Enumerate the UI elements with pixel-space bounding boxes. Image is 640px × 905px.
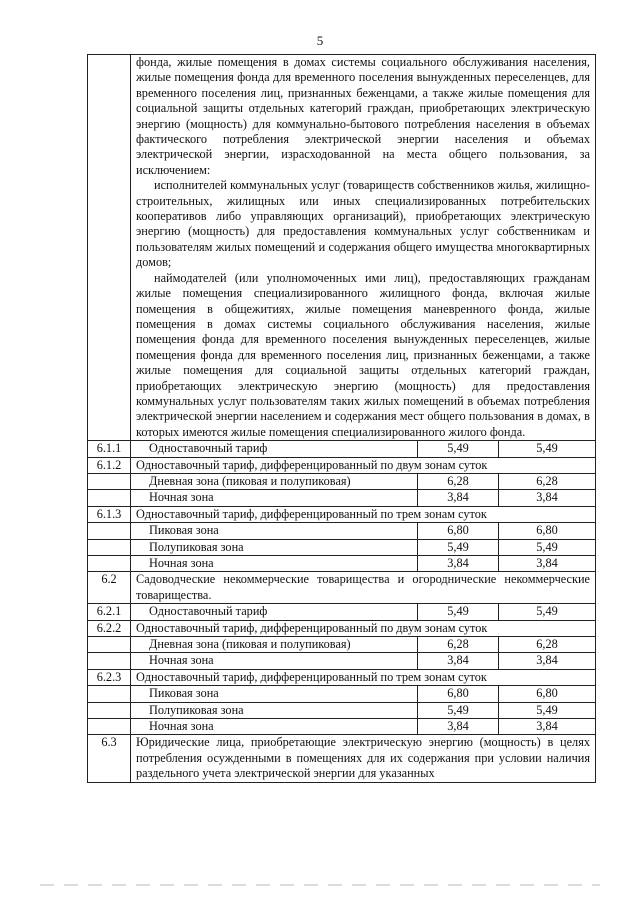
tariff-value-second: 5,49 bbox=[499, 702, 596, 718]
row-number bbox=[88, 637, 131, 653]
row-number: 6.2.1 bbox=[88, 604, 131, 620]
section-label: Одноставочный тариф, дифференцированный по двум зонам суток bbox=[131, 457, 596, 473]
row-number: 6.2.2 bbox=[88, 620, 131, 636]
tariff-label: Дневная зона (пиковая и полупиковая) bbox=[131, 473, 418, 489]
tariff-value-second: 5,49 bbox=[499, 539, 596, 555]
tariff-label: Одноставочный тариф bbox=[131, 604, 418, 620]
row-number bbox=[88, 719, 131, 735]
tariff-value-first: 6,28 bbox=[418, 637, 499, 653]
row-number bbox=[88, 653, 131, 669]
tariff-label: Дневная зона (пиковая и полупиковая) bbox=[131, 637, 418, 653]
section-label: Одноставочный тариф, дифференцированный по двум зонам суток bbox=[131, 620, 596, 636]
section-row bbox=[88, 669, 596, 685]
row-number bbox=[88, 556, 131, 572]
tariff-value-first: 3,84 bbox=[418, 490, 499, 506]
tariff-row bbox=[88, 702, 596, 718]
tariff-value-second: 5,49 bbox=[499, 604, 596, 620]
row-number bbox=[88, 686, 131, 702]
section-row bbox=[88, 735, 596, 782]
tariff-value-second: 6,28 bbox=[499, 473, 596, 489]
row-number: 6.1.2 bbox=[88, 457, 131, 473]
tariff-value-first: 6,28 bbox=[418, 473, 499, 489]
row-number bbox=[88, 473, 131, 489]
tariff-value-first: 5,49 bbox=[418, 441, 499, 457]
tariff-value-first: 5,49 bbox=[418, 604, 499, 620]
tariff-row bbox=[88, 686, 596, 702]
tariff-value-first: 3,84 bbox=[418, 556, 499, 572]
tariff-row bbox=[88, 556, 596, 572]
intro-paragraph: наймодателей (или уполномоченных ими лиц), предоставляющих гражданам жилые помещения специализированного жилищного фонда, включая жилые помещения в общежитиях, жилые помещения маневренного фонда, жилые помещения в домах системы социального обслуживания населения, жилые помещения фонда для временного поселения вынужденных переселенцев, жилые помещения фонда для временного поселения лиц, признанных беженцами, а также жилые помещения для социальной защиты отдельных категорий граждан, приобретающих электрическую энергию (мощность) для предоставления коммунальных услуг пользователям таких жилых помещений в объемах потребления электрической энергии населением и содержания мест общего пользования в домах, в которых имеются жилые помещения специализированного жилого фонда. bbox=[136, 270, 590, 439]
tariff-value-second: 5,49 bbox=[499, 441, 596, 457]
section-row bbox=[88, 572, 596, 604]
tariff-label: Пиковая зона bbox=[131, 686, 418, 702]
intro-paragraph: исполнителей коммунальных услуг (товариществ собственников жилья, жилищно-строительных, жилищных или иных специализированных потребительских кооперативов либо управляющих организаций), приобретающих электрическую энергию (мощность) для предоставления коммунальных услуг собственникам и пользователям жилых помещений и содержания общего имущества многоквартирных домов; bbox=[136, 178, 590, 270]
scan-artifact bbox=[40, 884, 600, 886]
tariff-value-first: 6,80 bbox=[418, 686, 499, 702]
tariff-value-first: 3,84 bbox=[418, 719, 499, 735]
tariff-table bbox=[87, 54, 596, 783]
tariff-label: Полупиковая зона bbox=[131, 539, 418, 555]
tariff-value-second: 3,84 bbox=[499, 653, 596, 669]
tariff-label: Ночная зона bbox=[131, 653, 418, 669]
tariff-label: Пиковая зона bbox=[131, 523, 418, 539]
tariff-row bbox=[88, 441, 596, 457]
tariff-label: Ночная зона bbox=[131, 719, 418, 735]
section-row bbox=[88, 506, 596, 522]
tariff-value-second: 6,80 bbox=[499, 686, 596, 702]
row-number bbox=[88, 702, 131, 718]
row-number bbox=[88, 523, 131, 539]
intro-number-cell bbox=[88, 55, 131, 441]
tariff-label: Одноставочный тариф bbox=[131, 441, 418, 457]
intro-paragraph: фонда, жилые помещения в домах системы социального обслуживания населения, жилые помещения фонда для временного поселения вынужденных переселенцев, для временного поселения лиц, признанных беженцами, а также жилые помещения для социальной защиты отдельных категорий граждан, приобретающих электрическую энергию (мощность) для коммунально-бытового потребления населения в объемах фактического потребления электрической энергии населения и объемах электрической энергии, израсходованной на места общего пользования, за исключением: bbox=[136, 55, 590, 177]
row-number: 6.2 bbox=[88, 572, 131, 604]
row-number: 6.1.1 bbox=[88, 441, 131, 457]
tariff-value-second: 6,80 bbox=[499, 523, 596, 539]
section-row bbox=[88, 457, 596, 473]
tariff-row bbox=[88, 637, 596, 653]
tariff-value-first: 3,84 bbox=[418, 653, 499, 669]
row-number: 6.1.3 bbox=[88, 506, 131, 522]
row-number: 6.3 bbox=[88, 735, 131, 782]
tariff-row bbox=[88, 604, 596, 620]
tariff-value-second: 3,84 bbox=[499, 490, 596, 506]
row-number: 6.2.3 bbox=[88, 669, 131, 685]
tariff-label: Ночная зона bbox=[131, 490, 418, 506]
page-number: 5 bbox=[316, 33, 324, 48]
intro-row bbox=[88, 55, 596, 441]
tariff-value-first: 5,49 bbox=[418, 702, 499, 718]
tariff-value-second: 6,28 bbox=[499, 637, 596, 653]
section-row bbox=[88, 620, 596, 636]
tariff-row bbox=[88, 653, 596, 669]
tariff-label: Полупиковая зона bbox=[131, 702, 418, 718]
section-label: Одноставочный тариф, дифференцированный по трем зонам суток bbox=[131, 669, 596, 685]
tariff-row bbox=[88, 539, 596, 555]
tariff-row bbox=[88, 523, 596, 539]
tariff-row bbox=[88, 490, 596, 506]
tariff-value-second: 3,84 bbox=[499, 556, 596, 572]
row-number bbox=[88, 539, 131, 555]
section-label: Одноставочный тариф, дифференцированный по трем зонам суток bbox=[131, 506, 596, 522]
section-label: Садоводческие некоммерческие товарищества и огороднические некоммерческие товарищества. bbox=[131, 572, 596, 604]
tariff-row bbox=[88, 719, 596, 735]
tariff-value-first: 6,80 bbox=[418, 523, 499, 539]
tariff-value-second: 3,84 bbox=[499, 719, 596, 735]
tariff-value-first: 5,49 bbox=[418, 539, 499, 555]
tariff-row bbox=[88, 473, 596, 489]
row-number bbox=[88, 490, 131, 506]
intro-text-cell bbox=[131, 55, 596, 441]
section-label: Юридические лица, приобретающие электрическую энергию (мощность) в целях потребления осужденными в помещениях для их содержания при условии наличия раздельного учета электрической энергии для указанных bbox=[131, 735, 596, 782]
tariff-label: Ночная зона bbox=[131, 556, 418, 572]
